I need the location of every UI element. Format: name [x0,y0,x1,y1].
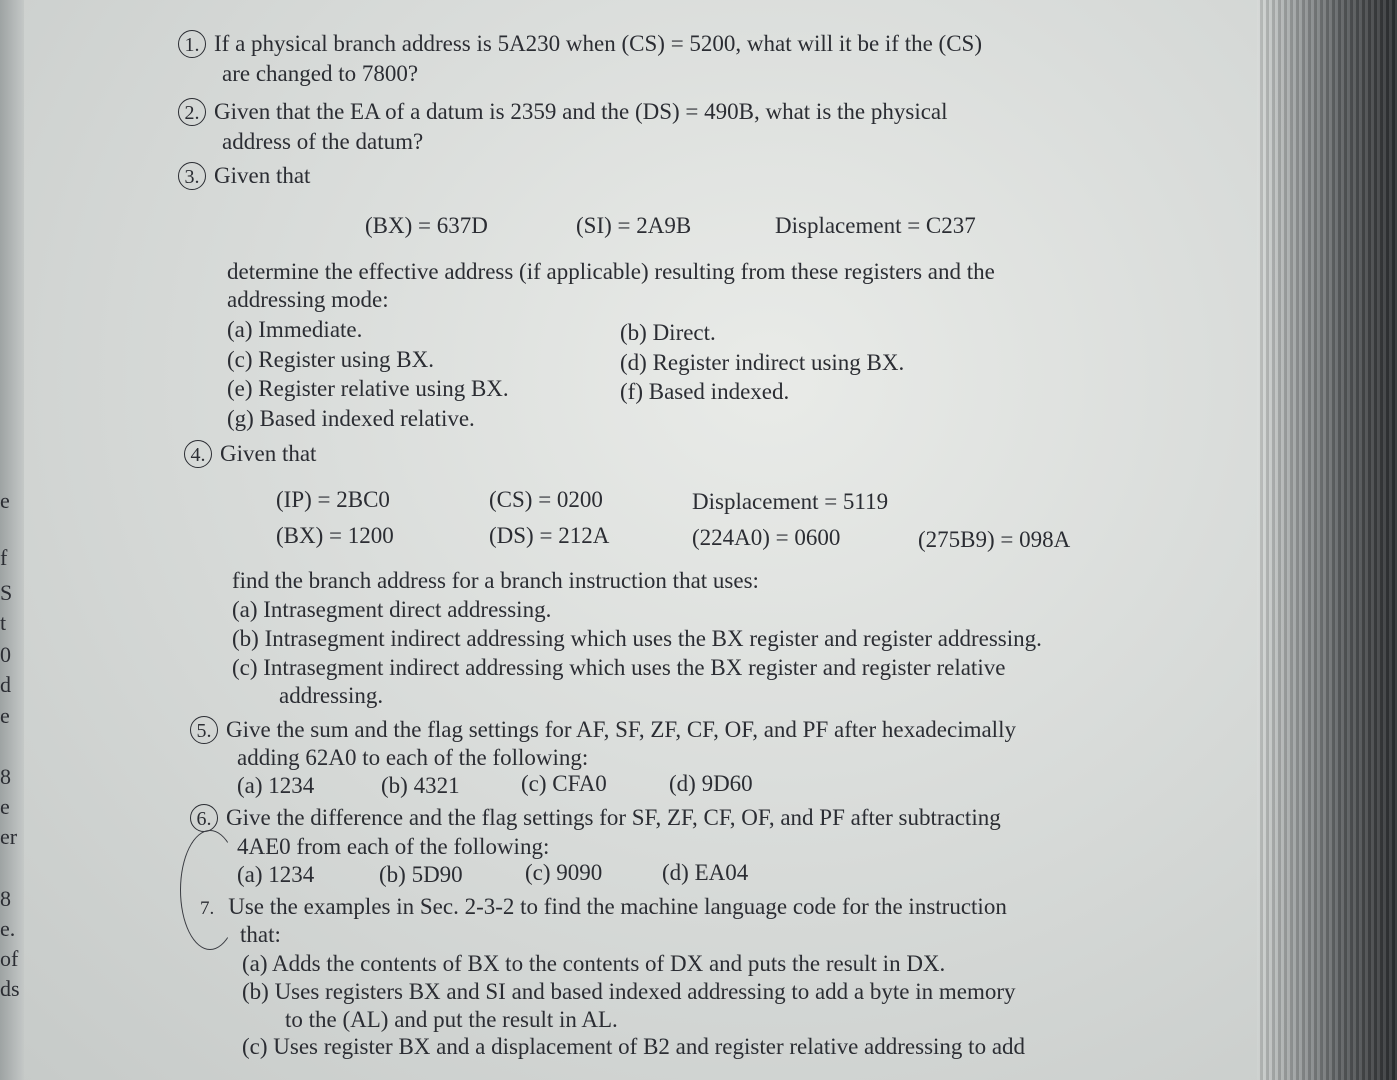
problem-3-intro: 3. Given that [178,162,310,190]
problem-4-displacement: Displacement = 5119 [692,489,889,514]
problem-number-circle: 6. [190,804,218,832]
problem-number-circle: 4. [184,440,212,468]
problem-6-option-b: (b) 5D90 [379,862,463,887]
problem-1-line-1: 1. If a physical branch address is 5A230 when (CS) = 5200, what will it be if the (CS) [178,30,982,58]
problem-number-circle: 3. [178,162,206,190]
margin-char: t [0,610,7,635]
problem-5-option-c: (c) CFA0 [521,771,607,796]
problem-7-option-b-line-1: (b) Uses registers BX and SI and based indexed addressing to add a byte in memory [242,979,1016,1004]
problem-4-memory-224a0: (224A0) = 0600 [692,525,841,550]
problem-4-reg-ds: (DS) = 212A [489,523,610,548]
margin-char: e [0,794,10,819]
problem-number-circle: 1. [178,30,206,58]
problem-4-reg-cs: (CS) = 0200 [489,487,603,512]
problem-4-intro: 4. Given that [184,440,316,468]
problem-5-option-b: (b) 4321 [381,773,460,798]
problem-4-option-c-line-2: addressing. [279,683,384,708]
left-page-margin [0,0,24,1080]
problem-6-line-2: 4AE0 from each of the following: [237,834,550,859]
problem-4-memory-275b9: (275B9) = 098A [918,527,1071,552]
problem-4-reg-ip: (IP) = 2BC0 [276,487,390,512]
problem-number: 7. [200,898,215,919]
problem-4-option-c-line-1: (c) Intrasegment indirect addressing which uses the BX register and register relative [232,655,1006,680]
margin-char: 0 [0,642,11,667]
margin-char: S [0,580,13,605]
margin-char: d [0,672,11,697]
problem-7-option-a: (a) Adds the contents of BX to the contents of DX and puts the result in DX. [242,951,946,976]
problem-3-option-c: (c) Register using BX. [227,347,434,372]
problem-number-circle: 2. [178,98,206,126]
problem-5-option-d: (d) 9D60 [669,771,753,796]
problem-3-option-g: (g) Based indexed relative. [227,406,475,431]
margin-char: e [0,703,10,728]
problem-6-line-1: 6. Give the difference and the flag settings for SF, ZF, CF, OF, and PF after subtracting [190,804,1001,832]
problem-3-reg-bx: (BX) = 637D [365,213,488,238]
problem-4-line-1: find the branch address for a branch instruction that uses: [232,568,759,593]
problem-2-line-2: address of the datum? [222,129,424,154]
problem-3-reg-si: (SI) = 2A9B [576,213,692,238]
problem-1-line-2: are changed to 7800? [222,61,419,86]
problem-7-option-b-line-2: to the (AL) and put the result in AL. [285,1007,618,1032]
margin-char: e [0,488,10,513]
problem-4-option-b: (b) Intrasegment indirect addressing which uses the BX register and register addressing. [232,626,1042,651]
problem-5-line-1: 5. Give the sum and the flag settings for AF, SF, ZF, CF, OF, and PF after hexadecimally [190,716,1016,744]
problem-3-option-d: (d) Register indirect using BX. [620,350,905,375]
problem-6-option-c: (c) 9090 [525,860,603,885]
problem-4-reg-bx: (BX) = 1200 [276,523,394,548]
problem-3-line-2: addressing mode: [227,287,389,312]
problem-3-option-a: (a) Immediate. [227,317,363,342]
problem-5-option-a: (a) 1234 [237,773,315,798]
problem-3-option-e: (e) Register relative using BX. [227,376,509,401]
margin-char: 8 [0,764,11,789]
problem-5-line-2: adding 62A0 to each of the following: [237,745,589,770]
margin-char: er [0,824,18,849]
margin-char: f [0,545,8,570]
margin-char: e. [0,916,16,941]
problem-7-option-c: (c) Uses register BX and a displacement of B2 and register relative addressing to add [242,1034,1026,1059]
problem-number-circle: 5. [190,716,218,744]
problem-6-option-d: (d) EA04 [662,860,749,885]
problem-6-option-a: (a) 1234 [237,862,315,887]
problem-3-option-f: (f) Based indexed. [620,379,790,404]
page-binding-edge [1257,0,1397,1080]
problem-3-option-b: (b) Direct. [620,320,716,345]
problem-7-line-1: 7. Use the examples in Sec. 2-3-2 to find the machine language code for the instruction [200,894,1007,919]
margin-char: of [0,946,19,971]
problem-2-line-1: 2. Given that the EA of a datum is 2359 and the (DS) = 490B, what is the physical [178,98,948,126]
problem-3-line-1: determine the effective address (if applicable) resulting from these registers and the [227,259,995,284]
pencil-annotation-mark [180,830,240,950]
margin-char: ds [0,976,20,1001]
problem-7-line-2: that: [240,922,281,947]
margin-char: 8 [0,886,11,911]
problem-4-option-a: (a) Intrasegment direct addressing. [232,597,552,622]
problem-3-displacement: Displacement = C237 [775,213,976,238]
